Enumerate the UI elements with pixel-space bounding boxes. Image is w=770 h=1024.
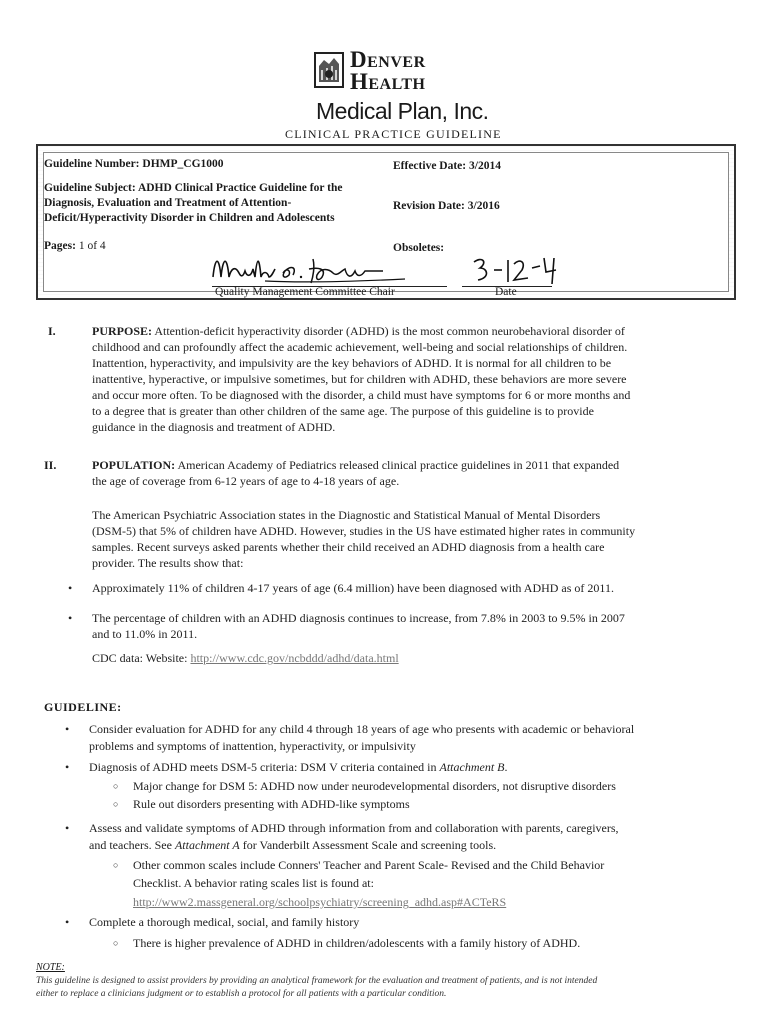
building-emblem-icon [314,52,344,88]
org-name-line1: Denver [350,47,426,72]
stat-bullet-text: The percentage of children with an ADHD diagnosis continues to increase, from 7.8% in 2003 to 9.5% in 2007 [92,611,625,625]
stat-bullet-text: Approximately 11% of children 4-17 years of age (6.4 million) have been diagnosed with ADHD as of 2011. [92,581,614,595]
handwritten-date [470,252,560,288]
bullet-icon: • [65,722,70,736]
guideline-subbullet [113,779,616,795]
bullet-icon: • [68,611,73,625]
bullet-icon: • [65,915,70,929]
purpose-title: PURPOSE: [92,324,152,338]
guideline-number-value: DHMP_CG1000 [142,158,224,170]
bullet-icon: • [68,581,73,595]
guideline-subject-field [44,181,342,196]
purpose-line: Attention-deficit hyperactivity disorder (ADHD) is the most common neurobehavioral disorder of [154,324,625,338]
document-type: CLINICAL PRACTICE GUIDELINE [285,127,502,141]
stat-bullet [68,611,625,627]
bullet-icon: • [65,760,70,774]
population-section-number: II. [44,458,57,472]
dsm-line: The American Psychiatric Association states in the Diagnostic and Statistical Manual of Mental Disorders [92,508,601,522]
massgeneral-url[interactable]: http://www2.massgeneral.org/schoolpsychiatry/screening_adhd.asp#ACTeRS [133,895,507,909]
purpose-line: Inattention, hyperactivity, and impulsivity are the key behaviors of ADHD. It is normal for all children to be [92,356,612,370]
org-name-line3: Medical Plan, Inc. [316,98,489,124]
purpose-line: childhood and can profoundly affect the academic achievement, well-being and social relationships of children. [92,340,628,354]
purpose-section-number: I. [48,324,56,338]
stat-bullet [68,581,614,597]
pages-label: Pages: [44,240,76,252]
note-title: NOTE: [36,962,65,973]
note-line: either to replace a clinicians judgment or to establish a protocol for all patients with a particular condition. [36,989,447,999]
guideline-subbullet-text: Checklist. A behavior rating scales list is found at: [133,876,374,890]
circle-bullet-icon: ○ [113,781,119,791]
guideline-bullet [65,915,360,931]
guideline-heading: GUIDELINE: [44,700,122,714]
attachment-b-reference: Attachment B [439,760,505,774]
pages-field [44,239,106,254]
note-line: This guideline is designed to assist providers by providing an analytical framework for the evaluation and treatment of patients, and is not intended [36,976,598,986]
note-text [36,975,726,1001]
dsm-line: (DSM-5) that 5% of children have ADHD. However, studies in the US have estimated higher rates in community [92,524,636,538]
revision-date-label: Revision Date: [393,200,465,212]
purpose-line: to a degree that is greater than other children of the same age. The purpose of this guideline is to provide [92,404,594,418]
guideline-number-field [44,157,224,172]
circle-bullet-icon: ○ [113,938,119,948]
cdc-data-line [92,651,399,667]
guideline-subbullet-text: Other common scales include Conners' Teacher and Parent Scale- Revised and the Child Behavior [133,858,605,872]
guideline-bullet-text: Assess and validate symptoms of ADHD through information from and collaboration with parents, caregivers, [89,821,619,835]
guideline-bullet [65,821,619,837]
stat-bullet-text: and to 11.0% in 2011. [92,627,198,641]
population-line: the age of coverage from 6-12 years of age to 4-18 years of age. [92,474,400,488]
guideline-subject-line1: ADHD Clinical Practice Guideline for the [137,182,343,194]
guideline-subbullet-text: There is higher prevalence of ADHD in children/adolescents with a family history of ADHD. [133,936,581,950]
handwritten-signature [205,247,465,289]
pages-value: 1 of 4 [78,240,106,252]
guideline-bullet-text: and teachers. See [89,838,172,852]
purpose-line: guidance in the diagnosis and treatment of ADHD. [92,420,336,434]
date-caption: Date [495,286,517,298]
revision-date-field [393,199,500,214]
guideline-subject-line3: Deficit/Hyperactivity Disorder in Children and Adolescents [44,212,335,224]
purpose-line: and occur more often. To be diagnosed with the disorder, a child must have symptoms for 6 or more months and [92,388,631,402]
signature-caption: Quality Management Committee Chair [215,286,395,298]
attachment-a-reference: Attachment A [174,838,240,852]
guideline-bullet-text [89,838,496,854]
population-paragraph [92,458,619,474]
guideline-subject-line2: Diagnosis, Evaluation and Treatment of Attention- [44,197,292,209]
revision-date-value: 3/2016 [467,200,500,212]
cdc-link[interactable]: http://www.cdc.gov/ncbddd/adhd/data.html [190,651,399,665]
guideline-bullet-text: . [504,760,508,774]
guideline-subbullet [113,797,410,813]
guideline-subbullet-text: Rule out disorders presenting with ADHD-like symptoms [133,797,410,811]
guideline-subject-label: Guideline Subject: [44,182,136,194]
guideline-bullet-text: Consider evaluation for ADHD for any child 4 through 18 years of age who presents with academic or behavioral [89,722,635,736]
purpose-paragraph [92,324,732,340]
effective-date-field [393,159,501,174]
guideline-bullet [65,760,508,776]
guideline-bullet-text: Complete a thorough medical, social, and family history [89,915,360,929]
guideline-bullet-text: for Vanderbilt Assessment Scale and screening tools. [242,838,497,852]
guideline-bullet-text: Diagnosis of ADHD meets DSM-5 criteria: DSM V criteria contained in [89,760,437,774]
bullet-icon: • [65,821,70,835]
org-name-line2: Health [350,69,426,94]
effective-date-value: 3/2014 [469,160,501,172]
denver-health-logo [314,47,489,128]
purpose-line: inattentive, hyperactive, or impulsive sometimes, but for children with ADHD, these behaviors are more severe [92,372,627,386]
dsm-line: samples. Recent surveys asked parents whether their child received an ADHD diagnosis from a health care [92,540,605,554]
guideline-bullet-text: problems and symptoms of inattention, hyperactivity, or impulsivity [89,739,416,753]
guideline-bullet [65,722,635,738]
population-line: American Academy of Pediatrics released clinical practice guidelines in 2011 that expanded [177,458,620,472]
population-title: POPULATION: [92,458,176,472]
guideline-number-label: Guideline Number: [44,158,140,170]
guideline-subbullet [113,936,581,952]
dsm-line: provider. The results show that: [92,556,244,570]
guideline-subbullet-text: Major change for DSM 5: ADHD now under neurodevelopmental disorders, not disruptive disorders [133,779,616,793]
massgeneral-link[interactable] [133,895,506,911]
obsoletes-label: Obsoletes: [393,242,445,254]
effective-date-label: Effective Date: [393,160,467,172]
circle-bullet-icon: ○ [113,799,119,809]
cdc-label: CDC data: Website: [92,651,188,665]
circle-bullet-icon: ○ [113,860,119,870]
guideline-subbullet [113,858,605,874]
